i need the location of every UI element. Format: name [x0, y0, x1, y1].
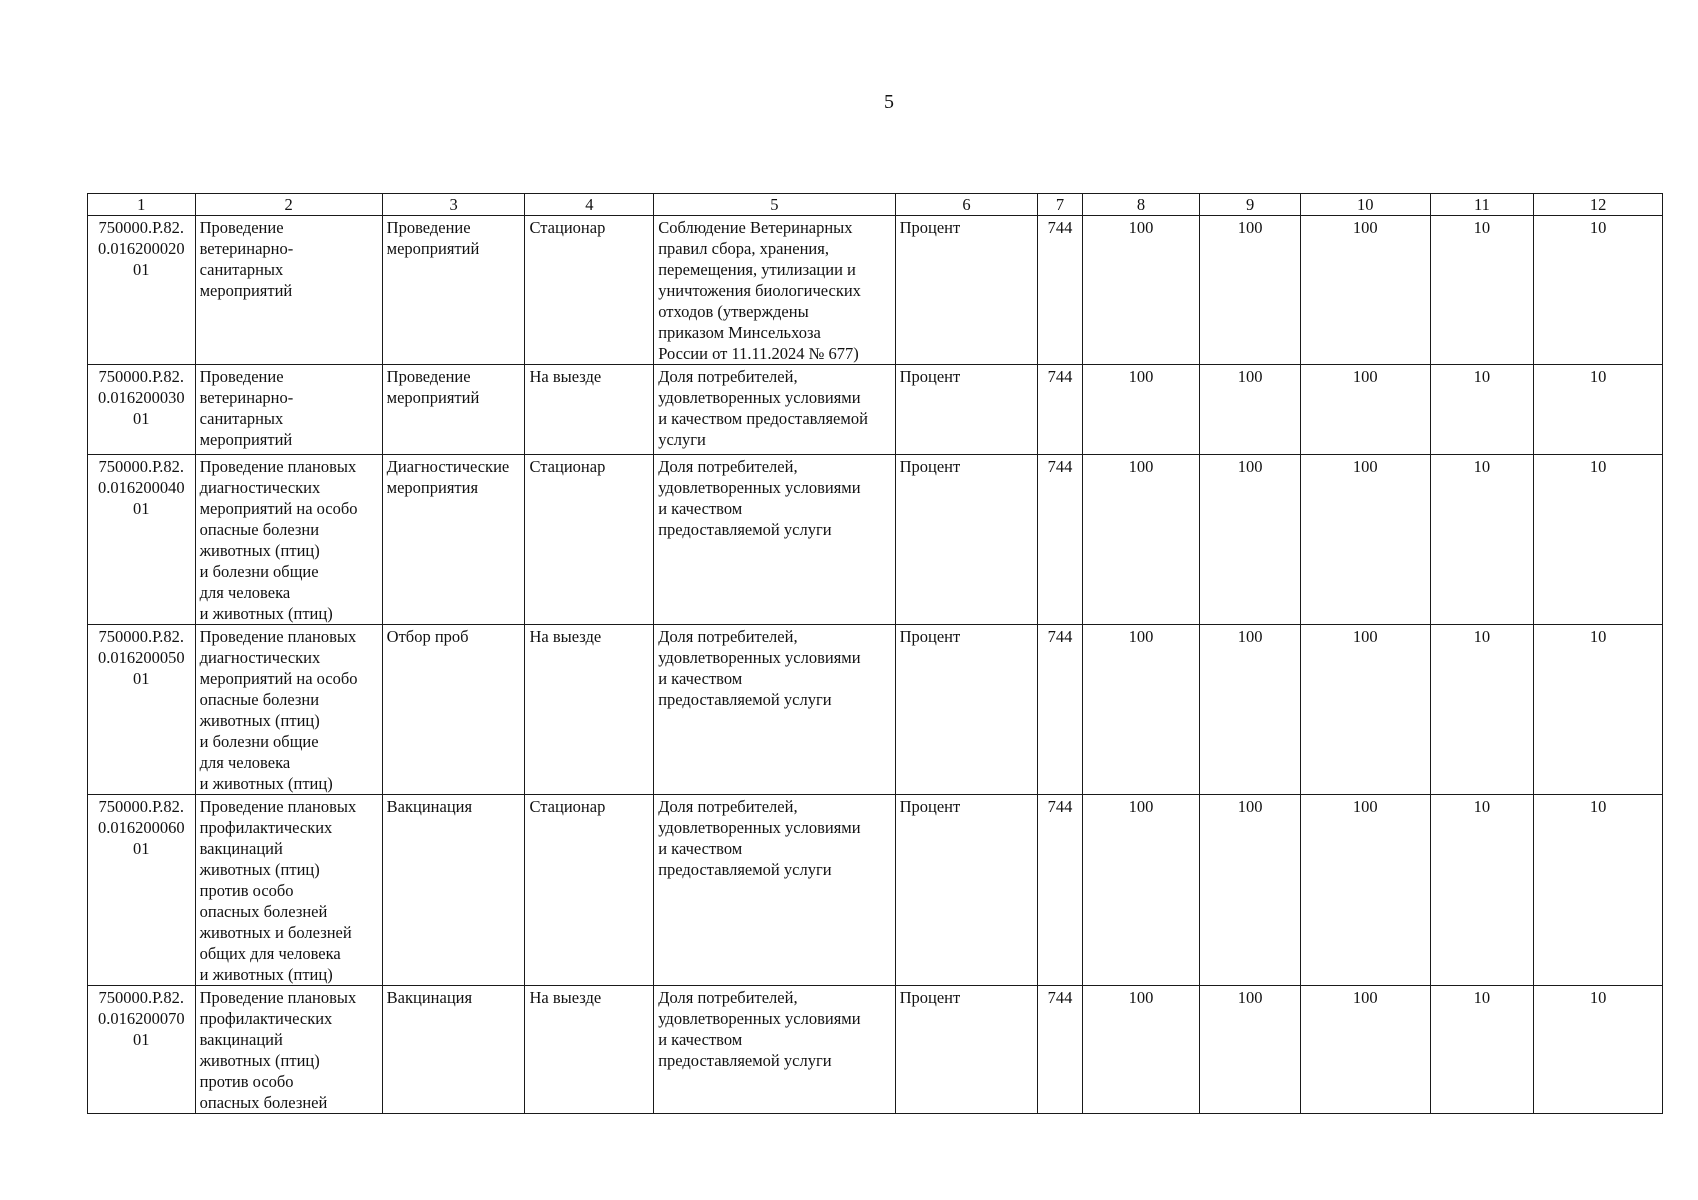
cell-text-line: Доля потребителей,: [658, 367, 798, 386]
value-cell-11: 10: [1430, 986, 1534, 1114]
cell-text-line: Вакцинация: [386, 988, 473, 1007]
cell-text-line: На выезде: [529, 367, 602, 386]
cell-text-line: ветеринарно-: [199, 239, 294, 258]
value-cell-12: 10: [1534, 455, 1663, 625]
value-cell-10: 100: [1300, 795, 1430, 986]
column-header: 3: [382, 194, 525, 216]
unit-name-cell: Процент: [895, 365, 1038, 455]
service-code-cell: [88, 365, 196, 455]
cell-text-line: Проведение: [386, 367, 471, 386]
cell-text-line: 750000.Р.82.: [98, 367, 185, 386]
cell-text-line: и болезни общие: [199, 732, 319, 751]
service-name-cell: [195, 455, 382, 625]
cell-text-line: 0.016200030: [97, 388, 185, 407]
unit-code-cell: 744: [1038, 216, 1082, 365]
cell-text-line: мероприятий: [199, 281, 293, 300]
cell-text-line: мероприятий: [386, 239, 480, 258]
value-cell-10: 100: [1300, 365, 1430, 455]
service-name-cell: [195, 795, 382, 986]
cell-text-line: опасные болезни: [199, 690, 320, 709]
table-row: [88, 625, 1663, 795]
cell-text-line: удовлетворенных условиями: [658, 648, 861, 667]
cell-text-line: против особо: [199, 881, 294, 900]
cell-text-line: животных (птиц): [199, 541, 320, 560]
service-condition-cell: [525, 216, 654, 365]
service-condition-cell: [525, 455, 654, 625]
table-row: [88, 365, 1663, 455]
cell-text-line: отходов (утверждены: [658, 302, 809, 321]
service-content-cell: [382, 365, 525, 455]
service-content-cell: [382, 795, 525, 986]
cell-text-line: диагностических: [199, 478, 321, 497]
service-condition-cell: [525, 795, 654, 986]
service-content-cell: [382, 455, 525, 625]
cell-text-line: 750000.Р.82.: [98, 988, 185, 1007]
indicator-name-cell: [654, 986, 895, 1114]
value-cell-12: 10: [1534, 365, 1663, 455]
cell-text-line: России от 11.11.2024 № 677): [658, 344, 859, 363]
cell-text-line: ветеринарно-: [199, 388, 294, 407]
cell-text-line: Проведение: [386, 218, 471, 237]
cell-text-line: На выезде: [529, 627, 602, 646]
service-code-cell: [88, 795, 196, 986]
value-cell-8: 100: [1082, 216, 1200, 365]
value-cell-9: 100: [1200, 216, 1301, 365]
cell-text-line: и качеством: [658, 499, 743, 518]
cell-text-line: Доля потребителей,: [658, 797, 798, 816]
cell-text-line: перемещения, утилизации и: [658, 260, 856, 279]
cell-text-line: вакцинаций: [199, 1030, 283, 1049]
unit-code-cell: 744: [1038, 986, 1082, 1114]
unit-name-cell: Процент: [895, 625, 1038, 795]
cell-text-line: Проведение плановых: [199, 627, 357, 646]
cell-text-line: 750000.Р.82.: [98, 457, 185, 476]
value-cell-11: 10: [1430, 216, 1534, 365]
value-cell-11: 10: [1430, 625, 1534, 795]
cell-text-line: опасных болезней: [199, 1093, 328, 1112]
cell-text-line: профилактических: [199, 1009, 333, 1028]
cell-text-line: Соблюдение Ветеринарных: [658, 218, 853, 237]
cell-text-line: 750000.Р.82.: [98, 627, 185, 646]
cell-text-line: Доля потребителей,: [658, 627, 798, 646]
value-cell-11: 10: [1430, 795, 1534, 986]
cell-text-line: 0.016200020: [97, 239, 185, 258]
indicator-name-cell: [654, 216, 895, 365]
service-condition-cell: [525, 986, 654, 1114]
cell-text-line: и животных (птиц): [199, 604, 333, 623]
column-header: 4: [525, 194, 654, 216]
cell-text-line: опасные болезни: [199, 520, 320, 539]
cell-text-line: удовлетворенных условиями: [658, 1009, 861, 1028]
column-header: 2: [195, 194, 382, 216]
value-cell-12: 10: [1534, 986, 1663, 1114]
cell-text-line: Проведение плановых: [199, 988, 357, 1007]
unit-code-cell: 744: [1038, 625, 1082, 795]
service-code-cell: [88, 455, 196, 625]
cell-text-line: Проведение: [199, 218, 284, 237]
value-cell-9: 100: [1200, 986, 1301, 1114]
value-cell-9: 100: [1200, 365, 1301, 455]
cell-text-line: общих для человека: [199, 944, 341, 963]
cell-text-line: 01: [133, 499, 150, 518]
indicator-name-cell: [654, 365, 895, 455]
unit-code-cell: 744: [1038, 795, 1082, 986]
column-header: 6: [895, 194, 1038, 216]
cell-text-line: Диагностические: [386, 457, 510, 476]
cell-text-line: 01: [133, 409, 150, 428]
cell-text-line: Проведение: [199, 367, 284, 386]
cell-text-line: опасных болезней: [199, 902, 328, 921]
value-cell-12: 10: [1534, 216, 1663, 365]
cell-text-line: и качеством предоставляемой: [658, 409, 868, 428]
cell-text-line: профилактических: [199, 818, 333, 837]
service-condition-cell: [525, 365, 654, 455]
cell-text-line: услуги: [658, 430, 706, 449]
cell-text-line: и качеством: [658, 839, 743, 858]
cell-text-line: предоставляемой услуги: [658, 520, 832, 539]
cell-text-line: приказом Минсельхоза: [658, 323, 821, 342]
cell-text-line: Доля потребителей,: [658, 457, 798, 476]
cell-text-line: и качеством: [658, 669, 743, 688]
service-content-cell: [382, 625, 525, 795]
value-cell-8: 100: [1082, 795, 1200, 986]
service-condition-cell: [525, 625, 654, 795]
cell-text-line: против особо: [199, 1072, 294, 1091]
cell-text-line: Отбор проб: [386, 627, 469, 646]
service-name-cell: [195, 216, 382, 365]
service-content-cell: [382, 986, 525, 1114]
unit-code-cell: 744: [1038, 455, 1082, 625]
column-header: 5: [654, 194, 895, 216]
column-header: 1: [88, 194, 196, 216]
column-header: 11: [1430, 194, 1534, 216]
cell-text-line: предоставляемой услуги: [658, 1051, 832, 1070]
cell-text-line: правил сбора, хранения,: [658, 239, 829, 258]
table-row: [88, 455, 1663, 625]
column-header: 7: [1038, 194, 1082, 216]
cell-text-line: уничтожения биологических: [658, 281, 861, 300]
cell-text-line: 01: [133, 1030, 150, 1049]
cell-text-line: животных и болезней: [199, 923, 352, 942]
cell-text-line: На выезде: [529, 988, 602, 1007]
value-cell-8: 100: [1082, 625, 1200, 795]
cell-text-line: для человека: [199, 583, 291, 602]
value-cell-9: 100: [1200, 455, 1301, 625]
cell-text-line: мероприятия: [386, 478, 479, 497]
cell-text-line: 0.016200040: [97, 478, 185, 497]
cell-text-line: 0.016200050: [97, 648, 185, 667]
service-code-cell: [88, 625, 196, 795]
unit-name-cell: Процент: [895, 455, 1038, 625]
value-cell-12: 10: [1534, 795, 1663, 986]
column-header: 8: [1082, 194, 1200, 216]
cell-text-line: санитарных: [199, 409, 284, 428]
unit-name-cell: Процент: [895, 986, 1038, 1114]
cell-text-line: диагностических: [199, 648, 321, 667]
cell-text-line: 01: [133, 669, 150, 688]
value-cell-10: 100: [1300, 455, 1430, 625]
cell-text-line: удовлетворенных условиями: [658, 818, 861, 837]
cell-text-line: мероприятий на особо: [199, 499, 358, 518]
cell-text-line: и животных (птиц): [199, 774, 333, 793]
header-row: [88, 194, 1663, 216]
cell-text-line: 0.016200060: [97, 818, 185, 837]
cell-text-line: предоставляемой услуги: [658, 860, 832, 879]
service-name-cell: [195, 365, 382, 455]
unit-code-cell: 744: [1038, 365, 1082, 455]
cell-text-line: 750000.Р.82.: [98, 218, 185, 237]
cell-text-line: для человека: [199, 753, 291, 772]
value-cell-8: 100: [1082, 455, 1200, 625]
cell-text-line: животных (птиц): [199, 711, 320, 730]
cell-text-line: и качеством: [658, 1030, 743, 1049]
cell-text-line: 750000.Р.82.: [98, 797, 185, 816]
cell-text-line: Проведение плановых: [199, 797, 357, 816]
value-cell-10: 100: [1300, 216, 1430, 365]
table-row: [88, 795, 1663, 986]
cell-text-line: 01: [133, 839, 150, 858]
value-cell-10: 100: [1300, 986, 1430, 1114]
cell-text-line: животных (птиц): [199, 860, 320, 879]
cell-text-line: мероприятий на особо: [199, 669, 358, 688]
table-body: [88, 216, 1663, 1114]
indicator-name-cell: [654, 455, 895, 625]
cell-text-line: животных (птиц): [199, 1051, 320, 1070]
cell-text-line: и животных (птиц): [199, 965, 333, 984]
column-header: 12: [1534, 194, 1663, 216]
value-cell-12: 10: [1534, 625, 1663, 795]
cell-text-line: вакцинаций: [199, 839, 283, 858]
cell-text-line: мероприятий: [199, 430, 293, 449]
value-cell-9: 100: [1200, 795, 1301, 986]
value-cell-11: 10: [1430, 455, 1534, 625]
value-cell-8: 100: [1082, 365, 1200, 455]
indicator-name-cell: [654, 795, 895, 986]
page-number: 5: [884, 91, 894, 113]
cell-text-line: Стационар: [529, 218, 606, 237]
column-header: 9: [1200, 194, 1301, 216]
value-cell-10: 100: [1300, 625, 1430, 795]
service-name-cell: [195, 625, 382, 795]
value-cell-8: 100: [1082, 986, 1200, 1114]
table-row: [88, 216, 1663, 365]
value-cell-11: 10: [1430, 365, 1534, 455]
service-name-cell: [195, 986, 382, 1114]
table-row: [88, 986, 1663, 1114]
unit-name-cell: Процент: [895, 216, 1038, 365]
cell-text-line: Проведение плановых: [199, 457, 357, 476]
indicators-table: [87, 193, 1663, 1114]
cell-text-line: санитарных: [199, 260, 284, 279]
cell-text-line: Стационар: [529, 457, 606, 476]
cell-text-line: 0.016200070: [97, 1009, 185, 1028]
indicator-name-cell: [654, 625, 895, 795]
value-cell-9: 100: [1200, 625, 1301, 795]
cell-text-line: Доля потребителей,: [658, 988, 798, 1007]
cell-text-line: Стационар: [529, 797, 606, 816]
cell-text-line: Вакцинация: [386, 797, 473, 816]
service-code-cell: [88, 216, 196, 365]
column-header: 10: [1300, 194, 1430, 216]
cell-text-line: и болезни общие: [199, 562, 319, 581]
service-content-cell: [382, 216, 525, 365]
unit-name-cell: Процент: [895, 795, 1038, 986]
cell-text-line: удовлетворенных условиями: [658, 478, 861, 497]
cell-text-line: мероприятий: [386, 388, 480, 407]
cell-text-line: удовлетворенных условиями: [658, 388, 861, 407]
service-code-cell: [88, 986, 196, 1114]
cell-text-line: 01: [133, 260, 150, 279]
cell-text-line: предоставляемой услуги: [658, 690, 832, 709]
